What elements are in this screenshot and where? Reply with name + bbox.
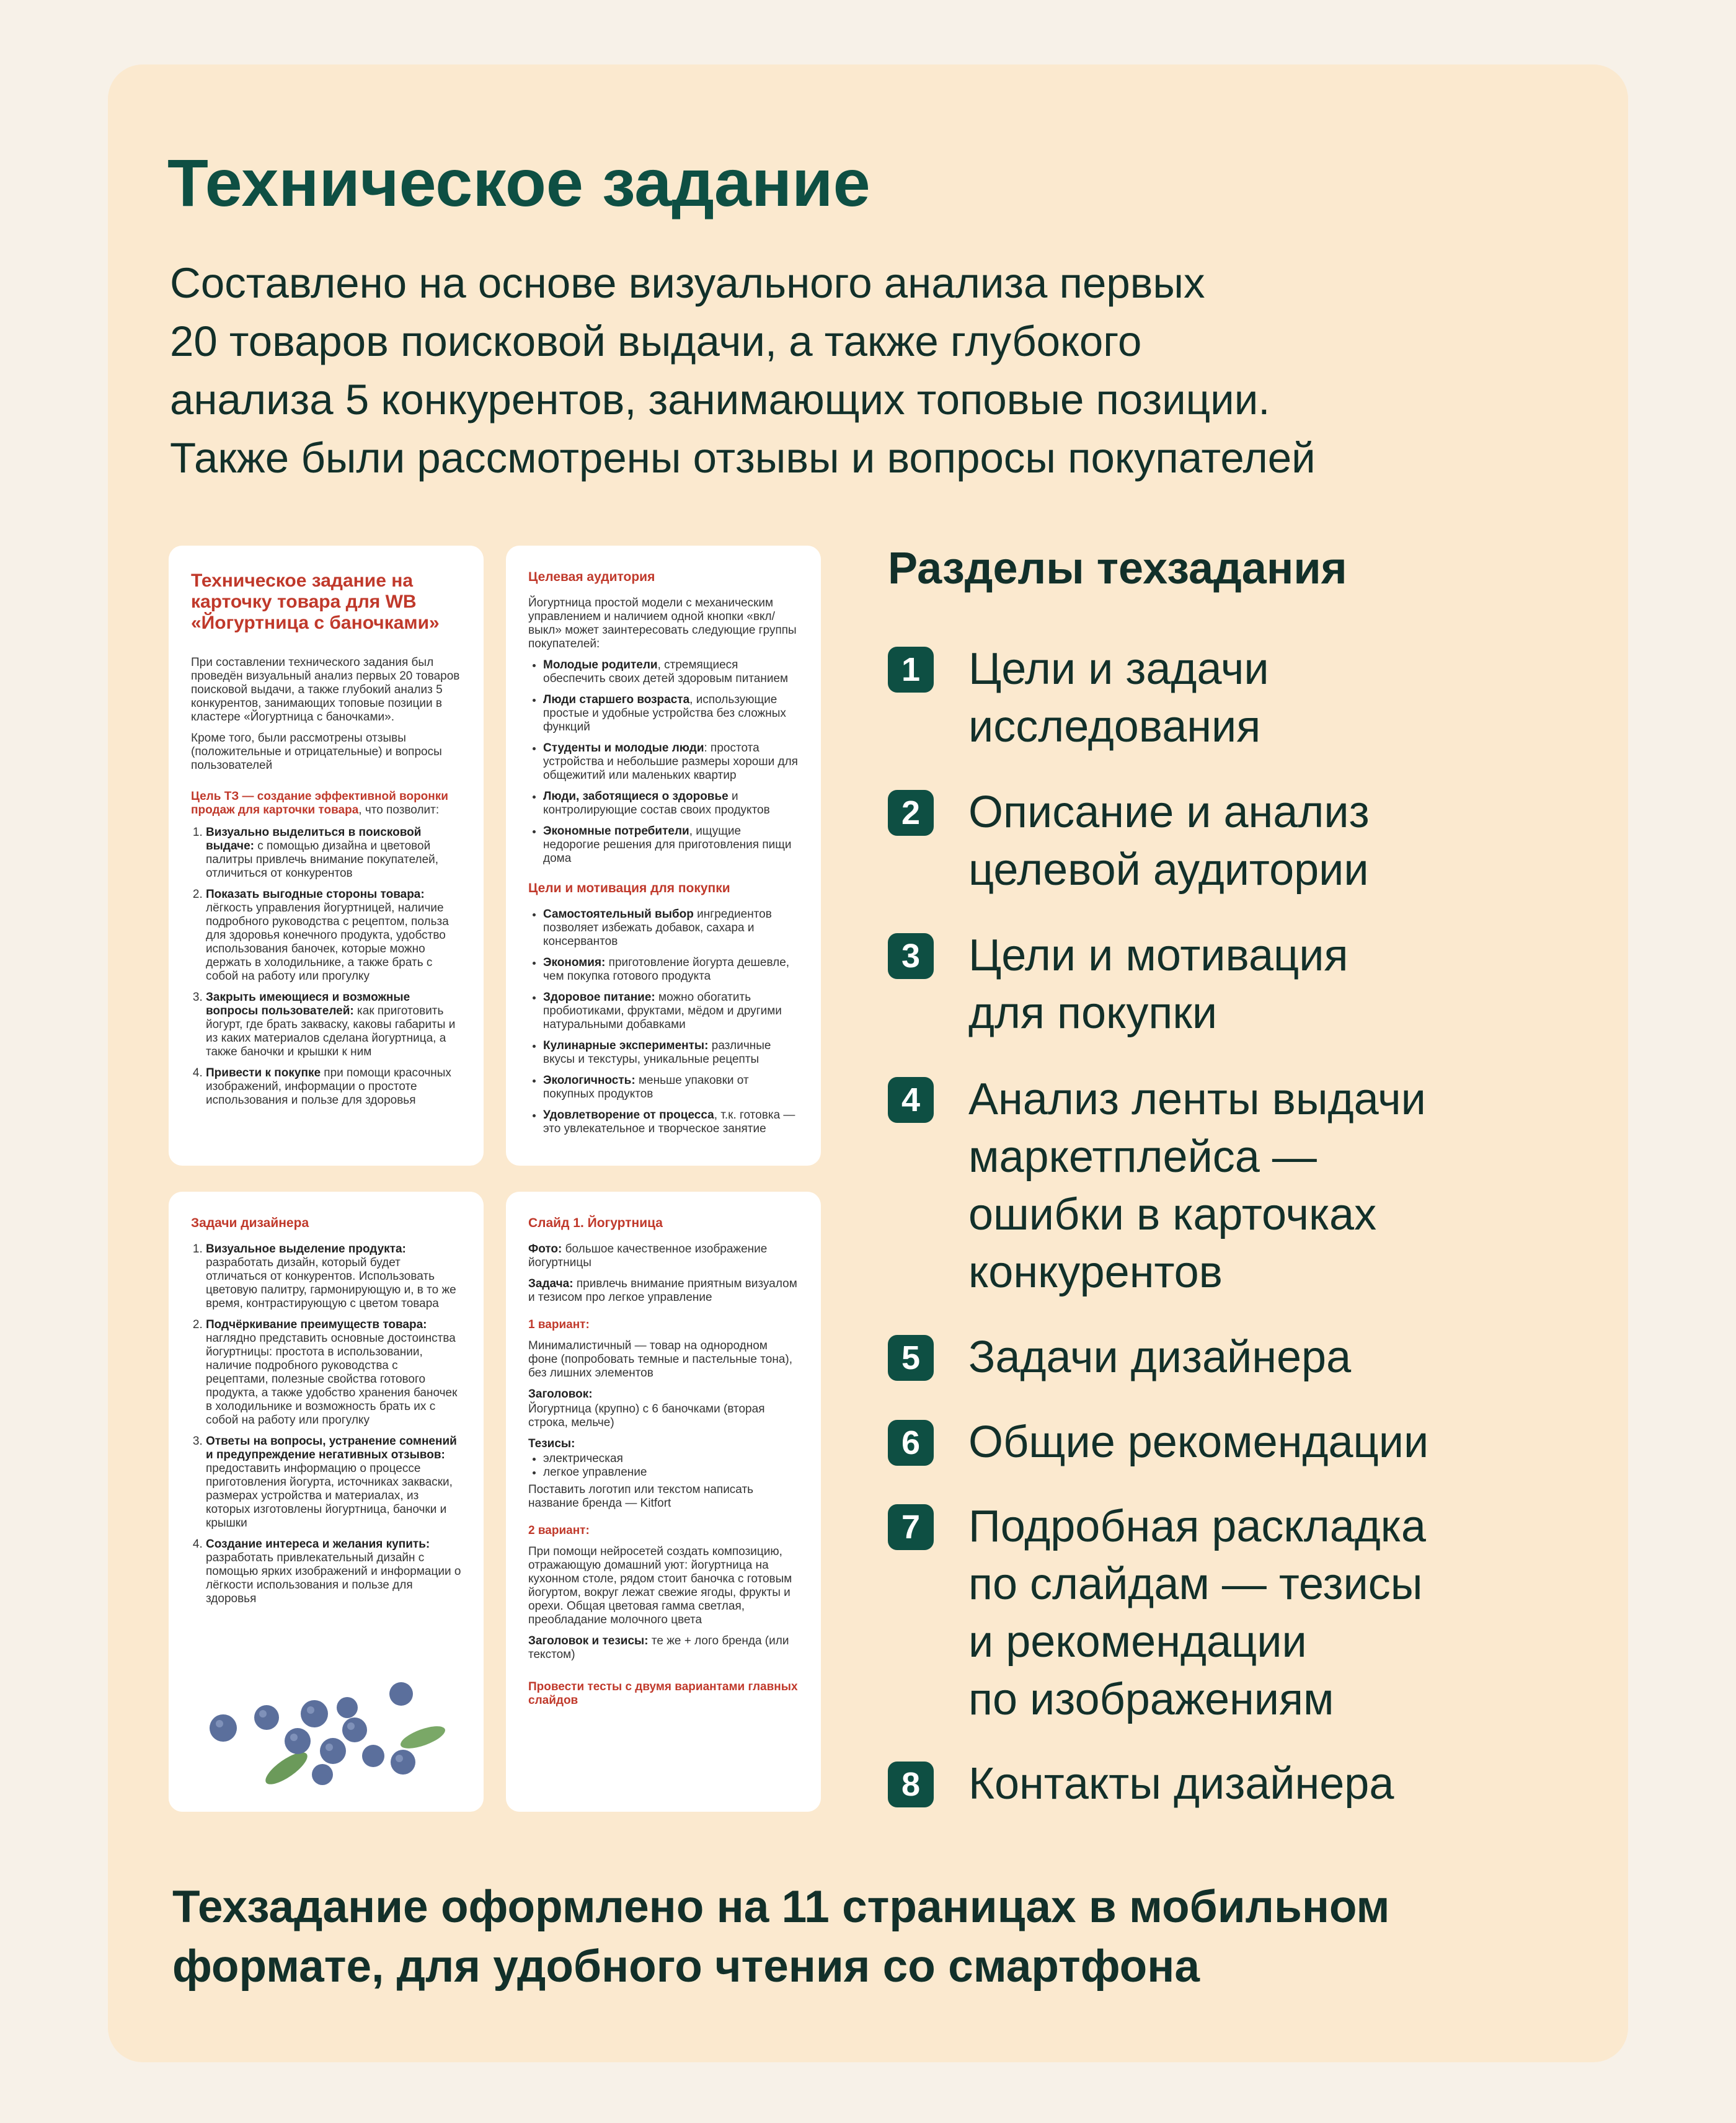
main-card [108,64,1628,2062]
section-number-badge: 6 [888,1420,934,1466]
preview-page-1 [169,546,484,1166]
section-label: Контакты дизайнера [968,1759,1394,1809]
page1-para: При составлении технического задания был проведён визуальный анализ первых 20 товаров поисковой выдачи, а также глубокий анализ 5 конкурентов, занимающих топовые позиции в кластере «Йогуртница с баночками». [191,656,460,724]
page4-variant2-label: 2 вариант: [528,1524,590,1537]
list-item: 4. Создание интереса и желания купить: разработать привлекательный дизайн с помощью ярких изображений и информации о лёгкости использования и пользе для здоровья [206,1538,461,1606]
section-label: Цели и мотивация для покупки [968,931,1348,1038]
section-label: Подробная раскладка по слайдам — тезисы и рекомендации по изображениям [968,1502,1426,1724]
section-label: Цели и задачи исследования [968,644,1269,751]
preview-page-2 [506,546,821,1166]
section-item-3 [888,927,1348,1042]
list-item: • Самостоятельный выбор ингредиентов позволяет избежать добавок, сахара и консервантов [543,908,799,949]
page4-theses-list [528,1452,799,1479]
list-item: 3. Закрыть имеющиеся и возможные вопросы пользователей: как приготовить йогурт, где брать закваску, каковы габариты и из каких материалов сделана йогуртница, а также баночки и крышки к ним [206,991,461,1059]
section-number-badge: 7 [888,1504,934,1550]
section-number-badge: 3 [888,933,934,979]
preview-page-3 [169,1192,484,1812]
intro-line: анализа 5 конкурентов, занимающих топовые позиции. [170,376,1270,423]
section-label: Анализ ленты выдачи маркетплейса — ошибки в карточках конкурентов [968,1075,1426,1297]
list-item: • Экологичность: меньше упаковки от покупных продуктов [543,1074,799,1101]
intro-text [170,254,1596,487]
section-label: Описание и анализ целевой аудитории [968,787,1370,895]
footer-note [172,1877,1598,1997]
page4-heading-label: Заголовок: [528,1388,593,1401]
page4-test-note: Провести тесты с двумя вариантами главных слайдов [528,1680,798,1707]
list-item: 1. Визуально выделиться в поисковой выдаче: с помощью дизайна и цветовой палитры привлечь внимание покупателей, отличиться от конкурентов [206,826,461,880]
section-item-1 [888,640,1269,756]
intro-line: Также были рассмотрены отзывы и вопросы покупателей [170,434,1316,482]
page4-variant1-label: 1 вариант: [528,1318,590,1331]
list-item: • Экономия: приготовление йогурта дешевле, чем покупка готового продукта [543,956,799,983]
list-item: • Кулинарные эксперименты: различные вкусы и текстуры, уникальные рецепты [543,1039,799,1066]
page1-title: Техническое задание на карточку товара для WB «Йогуртница с баночками» [191,570,440,633]
list-item: • Экономные потребители, ищущие недорогие решения для приготовления пищи дома [543,825,799,866]
list-item: 2. Показать выгодные стороны товара: лёгкость управления йогуртницей, наличие подробного руководства с рецептом, польза для здоровья конечного продукта, удобство использования баночек, которые можно держать в холодильнике, а также брать с собой на работу или прогулку [206,888,461,983]
list-item: 1. Визуальное выделение продукта: разработать дизайн, который будет отличаться от конкурентов. Использовать цветовую палитру, гармонирующую и, в то же время, контрастирующую с цветом товара [206,1243,461,1311]
section-number-badge: 4 [888,1077,934,1123]
section-number-badge: 8 [888,1762,934,1807]
page1-para: Кроме того, были рассмотрены отзывы (положительные и отрицательные) и вопросы пользователей [191,732,442,772]
list-item: • Здоровое питание: можно обогатить пробиотиками, фруктами, мёдом и другими натуральными добавками [543,991,799,1032]
section-item-2 [888,784,1370,899]
section-label: Общие рекомендации [968,1417,1429,1467]
page-title: Техническое задание [167,145,870,220]
sections-title: Разделы техзадания [888,544,1347,593]
page2-intro: Йогуртница простой модели с механическим управлением и наличием одной кнопки «вкл/выкл» может заинтересовать следующие группы покупателей: [528,596,797,650]
page4-variant2-text: При помощи нейросетей создать композицию, отражающую домашний уют: йогуртница на кухонном столе, рядом стоит баночка с готовым йогуртом, вокруг лежат свежие ягоды, фрукты и орехи. Общая цветовая гамма светлая, преобладание молочного цвета [528,1545,792,1626]
page2-motivation-list [528,908,799,1136]
preview-page-4 [506,1192,821,1812]
section-number-badge: 5 [888,1335,934,1381]
page4-heading-text: Йогуртница (крупно) с 6 баночками (вторая строка, мельче) [528,1403,765,1429]
section-item-8 [888,1755,1394,1813]
list-item: • Люди старшего возраста, использующие простые и удобные устройства без сложных функций [543,693,799,734]
page3-list [191,1243,461,1606]
list-item: • легкое управление [543,1466,799,1479]
page4-logo-text: Поставить логотип или текстом написать название бренда — Kitfort [528,1483,754,1510]
page1-list [191,826,461,1107]
section-label: Задачи дизайнера [968,1332,1352,1382]
section-item-7 [888,1498,1426,1729]
section-item-6 [888,1414,1428,1471]
page2-audience-list [528,658,799,866]
page3-title: Задачи дизайнера [191,1216,309,1230]
page4-heading2: Заголовок и тезисы: те же + лого бренда (или текстом) [528,1634,789,1661]
section-item-5 [888,1329,1351,1386]
list-item: • Молодые родители, стремящиеся обеспечить своих детей здоровым питанием [543,658,799,686]
page1-goal: Цель ТЗ — создание эффективной воронки продаж для карточки товара, что позволит: [191,790,448,817]
page4-title: Слайд 1. Йогуртница [528,1216,663,1230]
section-number-badge: 2 [888,790,934,836]
footer-line: Техзадание оформлено на 11 страницах в мобильном [172,1882,1390,1932]
page4-photo: Фото: большое качественное изображение йогуртницы [528,1243,768,1269]
intro-line: 20 товаров поисковой выдачи, а также глубокого [170,317,1142,365]
list-item: • электрическая [543,1452,799,1466]
page2-title-motivation: Цели и мотивация для покупки [528,881,730,895]
blueberries-illustration [193,1682,454,1787]
page4-variant1-text: Минималистичный — товар на однородном фоне (попробовать темные и пастельные тона), без лишних элементов [528,1339,792,1380]
section-number-badge: 1 [888,647,934,693]
intro-line: Составлено на основе визуального анализа первых [170,259,1205,307]
list-item: 2. Подчёркивание преимуществ товара: наглядно представить основные достоинства йогуртницы: простота в использовании, наличие подробного руководства с рецептами, полезные свойства готового продукта, а также удобство хранения баночек в холодильнике и возможность брать их с собой на работу или прогулку [206,1318,461,1427]
footer-line: формате, для удобного чтения со смартфона [172,1941,1200,1992]
page4-theses-label: Тезисы: [528,1437,575,1450]
page2-title-audience: Целевая аудитория [528,570,655,584]
list-item: 4. Привести к покупке при помощи красочных изображений, информации о простоте использования и пользе для здоровья [206,1066,461,1107]
page4-task: Задача: привлечь внимание приятным визуалом и тезисом про легкое управление [528,1277,797,1304]
list-item: • Удовлетворение от процесса, т.к. готовка — это увлекательное и творческое занятие [543,1109,799,1136]
list-item: • Студенты и молодые люди: простота устройства и небольшие размеры хороши для общежитий или маленьких квартир [543,742,799,782]
list-item: 3. Ответы на вопросы, устранение сомнений и предупреждение негативных отзывов: предоставить информацию о процессе приготовления йогурта, источниках закваски, размерах устройства и материалах, из которых изготовлены йогуртница, баночки и крышки [206,1435,461,1530]
list-item: • Люди, заботящиеся о здоровье и контролирующие состав своих продуктов [543,790,799,817]
section-item-4 [888,1071,1426,1301]
